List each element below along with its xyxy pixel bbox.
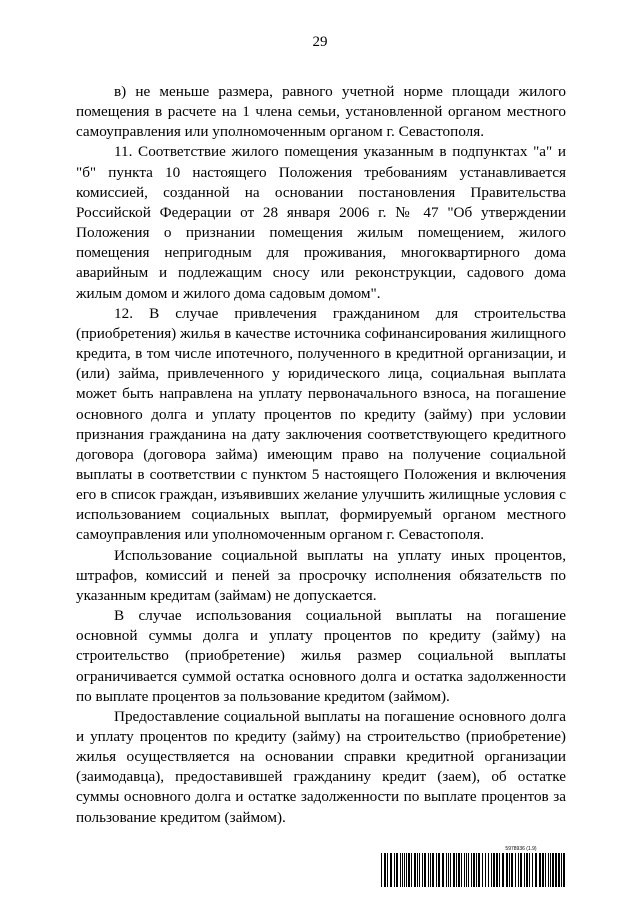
paragraph-other-interest: Использование социальной выплаты на уплату иных процентов, штрафов, комиссий и пеней за просрочку исполнения обязательств по указанным кредитам (займам) не допускается. <box>76 546 566 604</box>
page-number: 29 <box>312 34 328 50</box>
paragraph-item-12: 12. В случае привлечения гражданином для строительства (приобретения) жилья в качестве источника софинансирования жилищного кредита, в том числе ипотечного, полученного в кредитной организации, и (или) займа, привлеченного у юридического лица, социальная выплата может быть направлена на уплату первоначального взноса, на погашение основного долга и уплату процентов по кредиту (займу) при условии признания гражданина на дату заключения соответствующего кредитного договора (договора займа) имеющим право на получение социальной выплаты в соответствии с пунктом 5 настоящего Положения и включения его в список граждан, изъявивших желание улучшить жилищные условия с использованием социальных выплат, формируемый органом местного самоуправления или уполномоченным органом г. Севастополя. <box>76 304 566 544</box>
paragraph-subitem-v: в) не меньше размера, равного учетной норме площади жилого помещения в расчете на 1 члена семьи, установленной органом местного самоуправления или уполномоченным органом г. Севастополя. <box>76 83 566 141</box>
barcode-caption: 5978936 (1.9) <box>505 846 537 852</box>
paragraph-item-11: 11. Соответствие жилого помещения указанным в подпунктах "а" и "б" пункта 10 настоящего Положения требованиям устанавливается комиссией, созданной на основании постановления Правительства Российской Федерации от 28 января 2006 г. № 47 "Об утверждении Положения о признании помещения жилым помещением, жилого помещения непригодным для проживания, многоквартирного дома аварийным и подлежащим сносу или реконструкции, садового дома жилым домом и жилого дома садовым домом". <box>76 143 566 302</box>
document-body <box>76 82 566 828</box>
paragraph-provision-basis: Предоставление социальной выплаты на погашение основного долга и уплату процентов по кредиту (займу) на строительство (приобретение) жилья осуществляется на основании справки кредитной организации (заимодавца), предоставившей гражданину кредит (заем), об остатке суммы основного долга и остатке задолженности по выплате процентов за пользование кредитом (займом). <box>76 707 566 826</box>
barcode <box>381 853 566 887</box>
paragraph-principal-repayment: В случае использования социальной выплаты на погашение основной суммы долга и уплату процентов по кредиту (займу) на строительство (приобретение) жилья размер социальной выплаты ограничивается суммой остатка основного долга и остатка задолженности по выплате процентов за пользование кредитом (займом). <box>76 607 566 705</box>
